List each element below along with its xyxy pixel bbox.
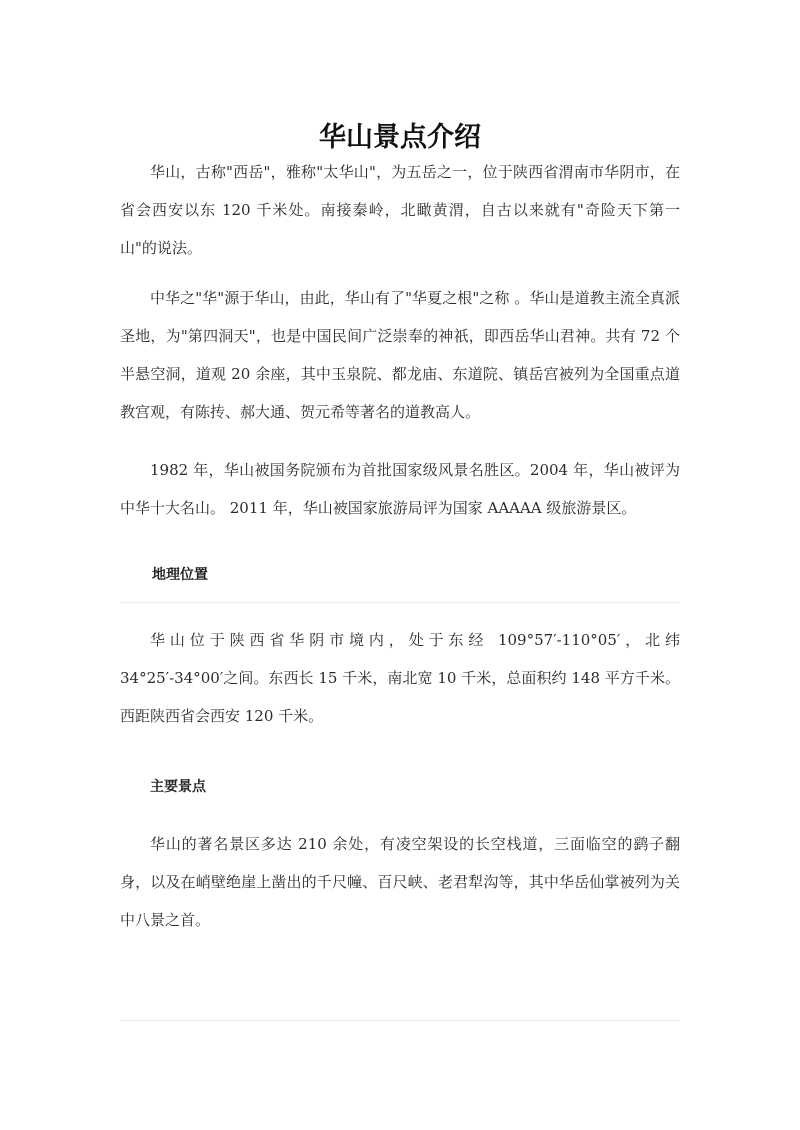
page-divider	[120, 1020, 680, 1021]
intro-paragraph-2: 中华之"华"源于华山，由此，华山有了"华夏之根"之称 。华山是道教主流全真派圣地，为"第四洞天"，也是中国民间广泛崇奉的神祇，即西岳华山君神。共有 72 个半悬空洞，道观 20 余座，其中玉泉院、都龙庙、东道院、镇岳宫被列为全国重点道教宫观，有陈抟、郝大通、贺元希等著名的道教高人。	[120, 289, 680, 421]
intro-paragraph-1: 华山，古称"西岳"，雅称"太华山"，为五岳之一，位于陕西省渭南市华阴市，在省会西安以东 120 千米处。南接秦岭，北瞰黄渭，自古以来就有"奇险天下第一山"的说法。	[120, 163, 680, 257]
section-heading-attractions: 主要景点	[150, 779, 206, 795]
location-paragraph: 华山位于陕西省华阴市境内，处于东经 109°57′-110°05′，北纬 34°25′-34°00′之间。东西长 15 千米，南北宽 10 千米，总面积约 148 平方千米。西距陕西省会西安 120 千米。	[120, 631, 680, 725]
attractions-paragraph: 华山的著名景区多达 210 余处，有凌空架设的长空栈道，三面临空的鹞子翻身，以及在峭壁绝崖上凿出的千尺幢、百尺峡、老君犁沟等，其中华岳仙掌被列为关中八景之首。	[120, 835, 680, 929]
document-title: 华山景点介绍	[319, 122, 481, 154]
section-divider	[120, 602, 680, 603]
section-heading-location: 地理位置	[152, 567, 208, 583]
intro-paragraph-3: 1982 年，华山被国务院颁布为首批国家级风景名胜区。2004 年，华山被评为中华十大名山。 2011 年，华山被国家旅游局评为国家 AAAAA 级旅游景区。	[120, 461, 680, 517]
